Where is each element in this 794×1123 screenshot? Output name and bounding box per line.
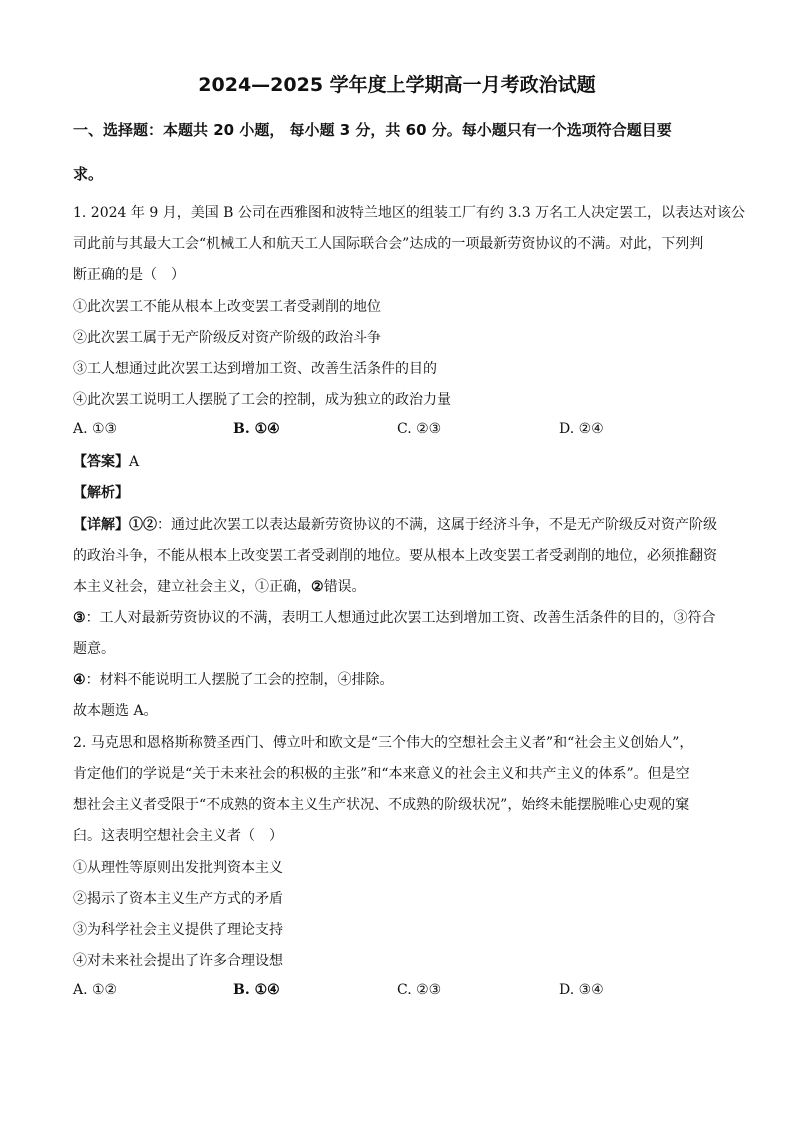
answer-value: A	[129, 454, 140, 470]
q1-detail-line4	[73, 608, 733, 628]
q2-option-b: B. ①④	[233, 982, 280, 998]
section-heading-line1: 一、选择题：本题共 20 小题， 每小题 3 分，共 60 分。每小题只有一个选项符合题目要	[73, 121, 672, 139]
q1-stem-line3: 断正确的是（ ）	[73, 267, 185, 283]
section-heading-line2: 求。	[73, 165, 104, 183]
q2-option-a: A. ①②	[73, 982, 118, 998]
q2-option-d: D. ③④	[559, 982, 604, 998]
detail-lead: ①②	[129, 517, 157, 533]
q2-item-1: ①从理性等原则出发批判资本主义	[73, 860, 283, 876]
q1-detail-line2: 的政治斗争，不能从根本上改变罢工者受剥削的地位。要从根本上改变罢工者受剥削的地位，必须推翻资	[73, 548, 717, 564]
q2-options	[73, 982, 733, 1002]
q1-stem-line2: 司此前与其最大工会“机械工人和航天工人国际联合会”达成的一项最新劳资协议的不满。对此，下列判	[73, 236, 704, 252]
q1-item-1: ①此次罢工不能从根本上改变罢工者受剥削的地位	[73, 299, 381, 315]
q2-stem-line4: 臼。这表明空想社会主义者（ ）	[73, 828, 283, 844]
q1-stem-line1: 1. 2024 年 9 月，美国 B 公司在西雅图和波特兰地区的组装工厂有约 3.3 万名工人决定罢工，以表达对该公	[73, 205, 746, 221]
q1-item-3: ③工人想通过此次罢工达到增加工资、改善生活条件的目的	[73, 361, 437, 377]
detail-lead-4: ③	[73, 610, 86, 626]
analysis-tag: 【解析】	[73, 485, 129, 501]
q1-conclusion: 故本题选 A。	[73, 703, 158, 719]
detail-text-3c: 错误。	[323, 579, 366, 595]
q1-detail-line5: 题意。	[73, 641, 115, 657]
q1-analysis-tag	[73, 483, 733, 503]
q1-option-c: C. ②③	[397, 421, 442, 437]
detail-tag: 【详解】	[73, 517, 129, 533]
q2-item-3: ③为科学社会主义提供了理论支持	[73, 922, 283, 938]
detail-text-3b: ②	[311, 579, 324, 595]
q1-item-4: ④此次罢工说明工人摆脱了工会的控制，成为独立的政治力量	[73, 392, 451, 408]
q1-item-2: ②此次罢工属于无产阶级反对资产阶级的政治斗争	[73, 330, 381, 346]
exam-title: 2024—2025 学年度上学期高一月考政治试题	[198, 74, 596, 96]
q1-option-a: A. ①③	[73, 421, 118, 437]
q2-stem-line1: 2. 马克思和恩格斯称赞圣西门、傅立叶和欧文是“三个伟大的空想社会主义者”和“社会主义创始人”，	[73, 735, 694, 751]
q1-option-d: D. ②④	[559, 421, 604, 437]
q1-detail-line6	[73, 670, 733, 690]
q2-stem-line2: 肯定他们的学说是“关于未来社会的积极的主张”和“本来意义的社会主义和共产主义的体系”。但是空	[73, 766, 690, 782]
q1-detail-line1	[73, 515, 733, 535]
q1-options	[73, 421, 733, 441]
q2-item-2: ②揭示了资本主义生产方式的矛盾	[73, 891, 283, 907]
detail-lead-6: ④	[73, 672, 86, 688]
q1-detail-line3	[73, 577, 733, 597]
answer-tag: 【答案】	[73, 454, 129, 470]
detail-text-6: ：材料不能说明工人摆脱了工会的控制，④排除。	[85, 672, 394, 688]
detail-text-1: ：通过此次罢工以表达最新劳资协议的不满，这属于经济斗争，不是无产阶级反对资产阶级	[157, 517, 717, 533]
q1-option-b: B. ①④	[233, 421, 280, 437]
q2-stem-line3: 想社会主义者受限于“不成熟的资本主义生产状况、不成熟的阶级状况”，始终未能摆脱唯心史观的窠	[73, 797, 690, 813]
q2-item-4: ④对未来社会提出了许多合理设想	[73, 953, 283, 969]
q1-answer-line	[73, 452, 733, 472]
detail-text-4: ：工人对最新劳资协议的不满，表明工人想通过此次罢工达到增加工资、改善生活条件的目的，③符合	[85, 610, 716, 626]
q2-option-c: C. ②③	[397, 982, 442, 998]
detail-text-3a: 本主义社会，建立社会主义，①正确，	[73, 579, 311, 595]
